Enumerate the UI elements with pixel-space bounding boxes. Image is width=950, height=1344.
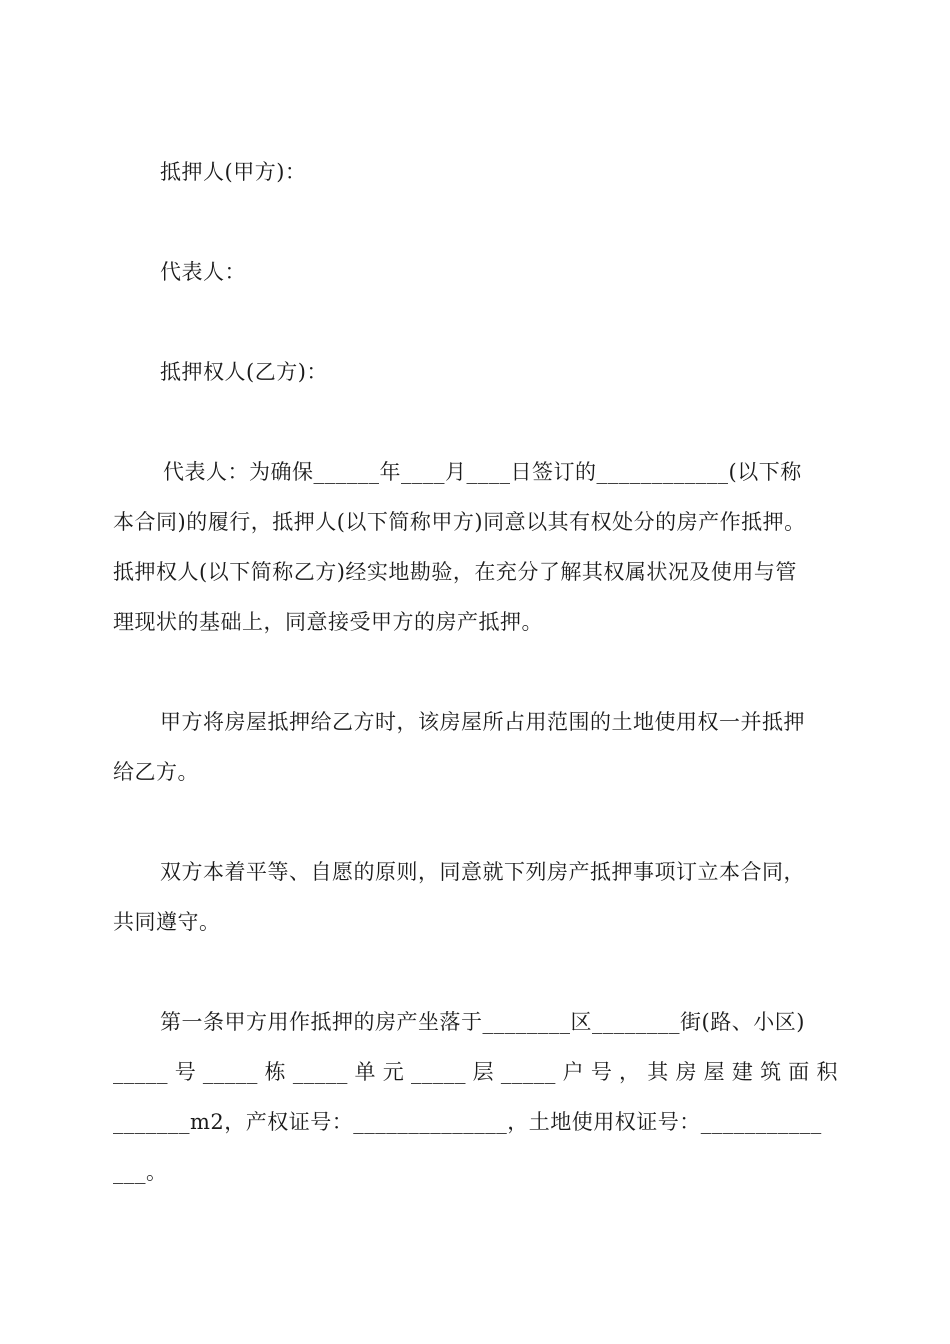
article1-line3: _______m2，产权证号：______________，土地使用权证号：___________	[113, 1110, 822, 1134]
mortgagee-label: 抵押权人(乙方)：	[160, 360, 328, 384]
representative-label: 代表人：	[160, 260, 246, 284]
para1-line3: 抵押权人(以下简称乙方)经实地勘验，在充分了解其权属状况及使用与管	[113, 560, 797, 584]
article1-line1: 第一条甲方用作抵押的房产坐落于________区________街(路、小区)	[160, 1010, 805, 1034]
para3-line1: 双方本着平等、自愿的原则，同意就下列房产抵押事项订立本合同，	[160, 860, 805, 884]
para2-line2: 给乙方。	[113, 760, 199, 784]
para1-line1: 代表人：为确保______年____月____日签订的____________(以下称	[163, 460, 802, 484]
article1-line2: _____号_____栋_____单元_____层_____户号，其房屋建筑面积	[113, 1060, 838, 1084]
para1-line2: 本合同)的履行，抵押人(以下简称甲方)同意以其有权处分的房产作抵押。	[113, 510, 806, 534]
para1-line4: 理现状的基础上，同意接受甲方的房产抵押。	[113, 610, 543, 634]
para2-line1: 甲方将房屋抵押给乙方时，该房屋所占用范围的土地使用权一并抵押	[160, 710, 805, 734]
article1-line4: ___。	[113, 1160, 168, 1184]
mortgagor-label: 抵押人(甲方)：	[160, 160, 307, 184]
para3-line2: 共同遵守。	[113, 910, 221, 934]
